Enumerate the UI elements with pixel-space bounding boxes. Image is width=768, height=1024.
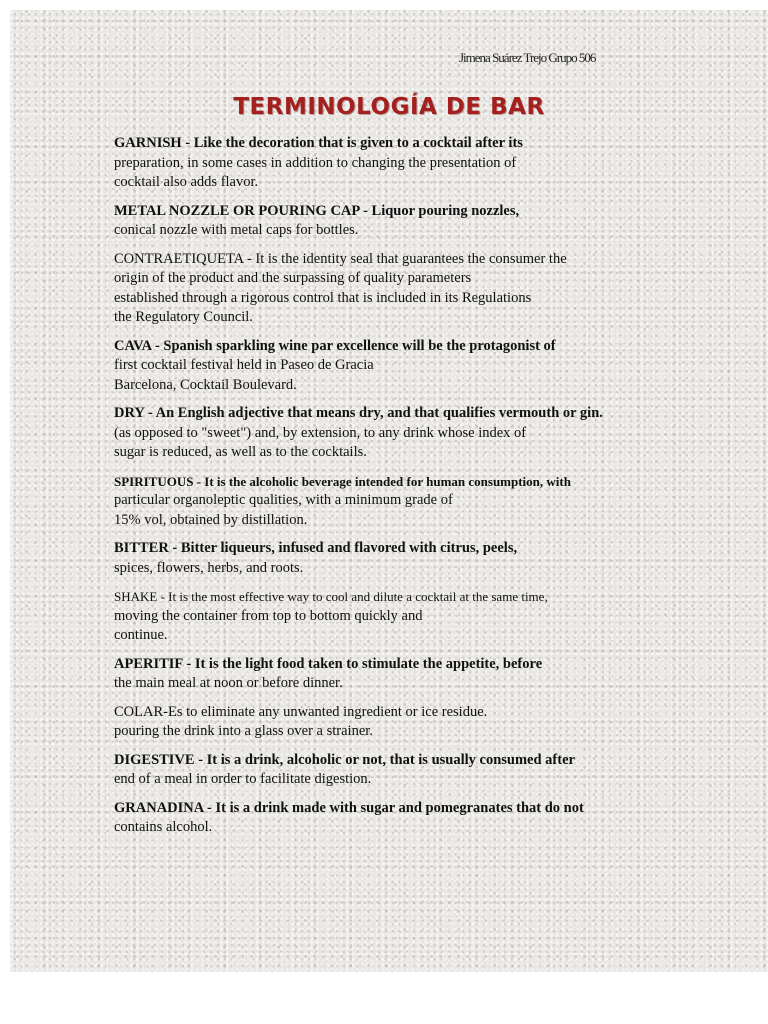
entry-line: established through a rigorous control that is included in its Regulations [114,289,532,306]
entry-line: the Regulatory Council. [114,309,253,325]
entry-line: 15% vol, obtained by distillation. [114,511,308,528]
glossary-entry-digestive [114,751,634,790]
glossary-entry-granadina [114,799,634,838]
glossary-entry-metal-nozzle [114,202,634,241]
glossary-entry-dry [114,404,634,463]
entry-line: continue. [114,627,168,643]
glossary-entry-colar [114,703,634,742]
entry-line: COLAR-Es to eliminate any unwanted ingredient or ice residue. [114,703,488,720]
entry-line: DIGESTIVE - It is a drink, alcoholic or not, that is usually consumed after [114,751,575,768]
entry-line: BITTER - Bitter liqueurs, infused and flavored with citrus, peels, [114,540,518,556]
entry-line: first cocktail festival held in Paseo de Gracia [114,357,374,373]
entry-line: cocktail also adds flavor. [114,174,259,190]
entry-line: contains alcohol. [114,819,213,835]
glossary-entry-spirituous [114,472,634,531]
entry-line: pouring the drink into a glass over a strainer. [114,723,373,739]
entry-line: preparation, in some cases in addition to changing the presentation of [114,154,517,171]
document-title: TERMINOLOGÍA DE BAR [233,94,545,120]
glossary-entry-bitter [114,539,634,578]
glossary-entry-garnish [114,134,634,193]
entry-line: end of a meal in order to facilitate digestion. [114,771,372,787]
entry-line: DRY - An English adjective that means dry, and that qualifies vermouth or gin. [114,405,603,421]
entry-line: origin of the product and the surpassing of quality parameters [114,270,472,286]
entry-line: APERITIF - It is the light food taken to stimulate the appetite, before [114,655,543,672]
entry-line: CONTRAETIQUETA - It is the identity seal that guarantees the consumer the [114,250,567,267]
author-line: Jimena Suárez Trejo Grupo 506 [459,50,596,65]
entry-line: the main meal at noon or before dinner. [114,675,343,691]
entry-line: METAL NOZZLE OR POURING CAP - Liquor pouring nozzles, [114,202,520,219]
entry-line: SHAKE - It is the most effective way to cool and dilute a cocktail at the same time, [114,589,548,604]
entry-line: moving the container from top to bottom quickly and [114,607,423,624]
entry-line: sugar is reduced, as well as to the cocktails. [114,444,367,460]
entry-line: Barcelona, Cocktail Boulevard. [114,376,297,393]
glossary-entry-contraetiqueta [114,250,634,328]
entry-line: CAVA - Spanish sparkling wine par excellence will be the protagonist of [114,337,556,354]
entry-line: particular organoleptic qualities, with a minimum grade of [114,492,453,508]
glossary-list [114,134,634,847]
entry-line: SPIRITUOUS - It is the alcoholic beverage intended for human consumption, with [114,473,571,489]
glossary-entry-shake [114,587,634,646]
glossary-entry-cava [114,337,634,396]
entry-line: GRANADINA - It is a drink made with sugar and pomegranates that do not [114,799,584,816]
glossary-entry-aperitif [114,655,634,694]
entry-line: conical nozzle with metal caps for bottles. [114,222,359,238]
entry-line: (as opposed to "sweet") and, by extension, to any drink whose index of [114,424,527,441]
entry-line: spices, flowers, herbs, and roots. [114,559,304,576]
entry-line: GARNISH - Like the decoration that is given to a cocktail after its [114,135,523,151]
